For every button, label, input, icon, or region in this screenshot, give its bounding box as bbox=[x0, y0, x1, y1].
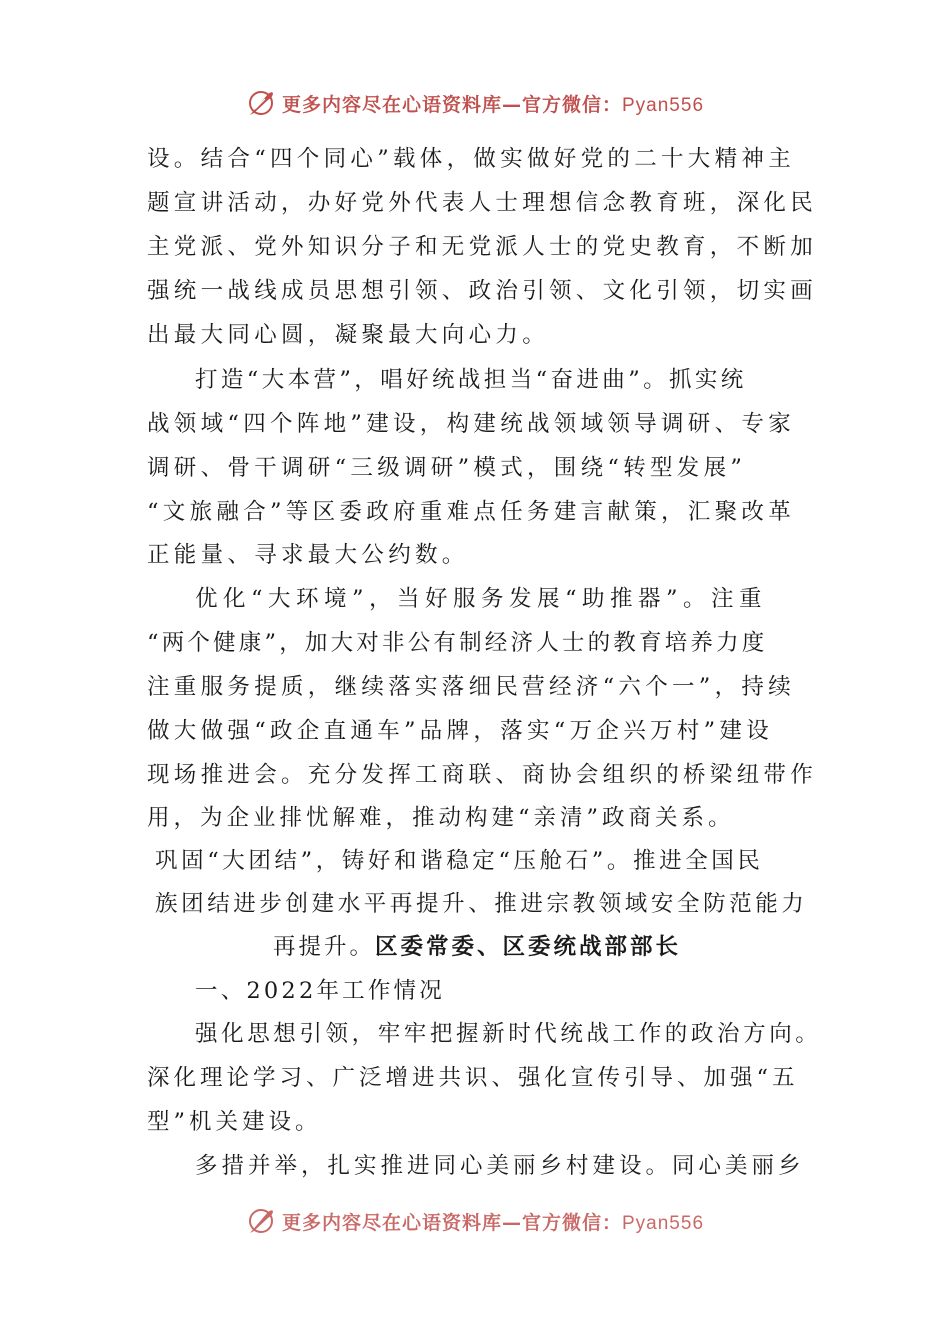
watermark-text: 更多内容尽在心语资料库—官方微信：Pyan556 bbox=[281, 93, 705, 116]
text-line: 正能量、寻求最大公约数。 bbox=[147, 542, 469, 568]
text-line: 现场推进会。充分发挥工商联、商协会组织的桥梁纽带作 bbox=[147, 762, 818, 788]
text-line: 战领域“四个阵地”建设，构建统战领域领导调研、专家 bbox=[147, 411, 796, 437]
watermark-text: 更多内容尽在心语资料库—官方微信：Pyan556 bbox=[281, 1211, 705, 1234]
text-line: “文旅融合”等区委政府重难点任务建言献策，汇聚改革 bbox=[147, 499, 796, 525]
text-line: 强化思想引领，牢牢把握新时代统战工作的政治方向。 bbox=[195, 1021, 822, 1047]
text-line: 打造“大本营”，唱好统战担当“奋进曲”。抓实统 bbox=[195, 367, 747, 393]
watermark-footer bbox=[0, 1206, 950, 1236]
text-line: “两个健康”，加大对非公有制经济人士的教育培养力度 bbox=[147, 630, 768, 656]
text-line: 再提升。区委常委、区委统战部部长 bbox=[273, 934, 682, 960]
feather-logo-icon bbox=[246, 88, 276, 118]
text-line: 深化理论学习、广泛增进共识、强化宣传引导、加强“五 bbox=[147, 1065, 799, 1091]
text-line: 用，为企业排忧解难，推动构建“亲清”政商关系。 bbox=[147, 805, 735, 831]
text-line: 一、2022年工作情况 bbox=[195, 978, 445, 1004]
text-line: 注重服务提质，继续落实落细民营经济“六个一”，持续 bbox=[147, 674, 796, 700]
watermark-header bbox=[0, 86, 950, 120]
text-line: 调研、骨干调研“三级调研”模式，围绕“转型发展” bbox=[147, 455, 747, 481]
text-line: 多措并举，扎实推进同心美丽乡村建设。同心美丽乡 bbox=[195, 1153, 805, 1179]
text-line: 型”机关建设。 bbox=[147, 1109, 322, 1135]
section-heading: 区委常委、区委统战部部长 bbox=[375, 934, 682, 960]
text-line: 出最大同心圆，凝聚最大向心力。 bbox=[147, 322, 550, 348]
text-line: 设。结合“四个同心”载体，做实做好党的二十大精神主 bbox=[147, 146, 796, 172]
feather-logo-icon bbox=[246, 1206, 276, 1236]
text-line: 强统一战线成员思想引领、政治引领、文化引领，切实画 bbox=[147, 278, 818, 304]
text-line: 主党派、党外知识分子和无党派人士的党史教育，不断加 bbox=[147, 234, 818, 260]
text-line: 做大做强“政企直通车”品牌，落实“万企兴万村”建设 bbox=[147, 718, 774, 744]
text-line: 巩固“大团结”，铸好和谐稳定“压舱石”。推进全国民 bbox=[155, 848, 764, 874]
text-line: 族团结进步创建水平再提升、推进宗教领域安全防范能力 bbox=[155, 891, 808, 917]
text-line: 优化“大环境”，当好服务发展“助推器”。注重 bbox=[195, 586, 768, 612]
text-line: 题宣讲活动，办好党外代表人士理想信念教育班，深化民 bbox=[147, 190, 818, 216]
